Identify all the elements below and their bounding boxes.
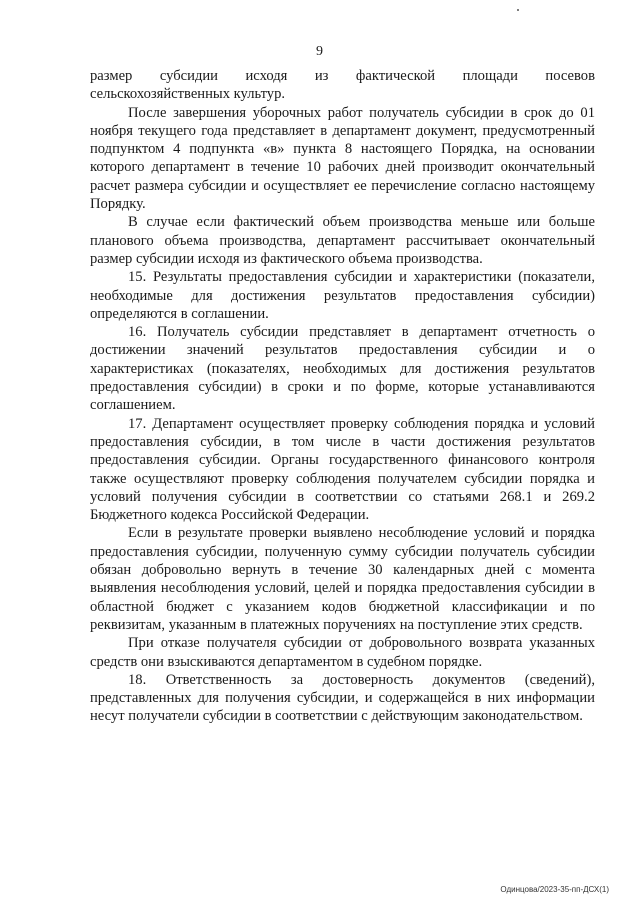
document-body	[90, 67, 595, 726]
paragraph-continuation: размер субсидии исходя из фактической площади посевов сельскохозяйственных культур.	[90, 68, 595, 103]
document-footer-code: Одинцова/2023-35-пп-ДСХ(1)	[500, 885, 609, 894]
paragraph-volume-recalculation: В случае если фактический объем производства меньше или больше планового объема производства, департамент рассчитывает окончательный размер субсидии исходя из фактического объема производства.	[90, 214, 595, 267]
paragraph-item-18: 18. Ответственность за достоверность документов (сведений), представленных для получения субсидии, и содержащейся в них информации несут получатели субсидии в соответствии с действующим законодательством.	[90, 671, 595, 725]
paragraph-item-15: 15. Результаты предоставления субсидии и характеристики (показатели, необходимые для достижения результатов предоставления субсидии) определяются в соглашении.	[90, 269, 595, 322]
paragraph-court-recovery: При отказе получателя субсидии от добровольного возврата указанных средств они взыскиваются департаментом в судебном порядке.	[90, 635, 595, 670]
paragraph-item-16: 16. Получатель субсидии представляет в департамент отчетность о достижении значений результатов предоставления субсидии и о характеристиках (показателях, необходимых для достижения результатов предоставления субсидии) в сроки и по форме, которые устанавливаются соглашением.	[90, 324, 595, 414]
paragraph-refund-terms: Если в результате проверки выявлено несоблюдение условий и порядка предоставления субсидии, полученную сумму субсидии получатель субсидии обязан добровольно вернуть в течение 30 календарных дней с момента выявления несоблюдения условий, целей и порядка предоставления субсидии в областной бюджет с указанием кодов бюджетной классификации и по реквизитам, указанным в платежных поручениях на поступление этих средств.	[90, 525, 595, 633]
scan-artifact	[517, 9, 519, 11]
paragraph-item-17: 17. Департамент осуществляет проверку соблюдения порядка и условий предоставления субсидии, в том числе в части достижения результатов предоставления субсидии. Органы государственного финансового контроля также осуществляют проверку соблюдения получателем субсидии порядка и условий получения субсидии в соответствии со статьями 268.1 и 269.2 Бюджетного кодекса Российской Федерации.	[90, 415, 595, 524]
paragraph-harvest-report: После завершения уборочных работ получатель субсидии в срок до 01 ноября текущего года представляет в департамент документ, предусмотренный подпунктом 4 подпункта «в» пункта 8 настоящего Порядка, на основании которого департамент в течение 10 рабочих дней производит окончательный расчет размера субсидии и осуществляет ее перечисление согласно настоящему Порядку.	[90, 104, 595, 213]
page-number: 9	[316, 44, 323, 59]
